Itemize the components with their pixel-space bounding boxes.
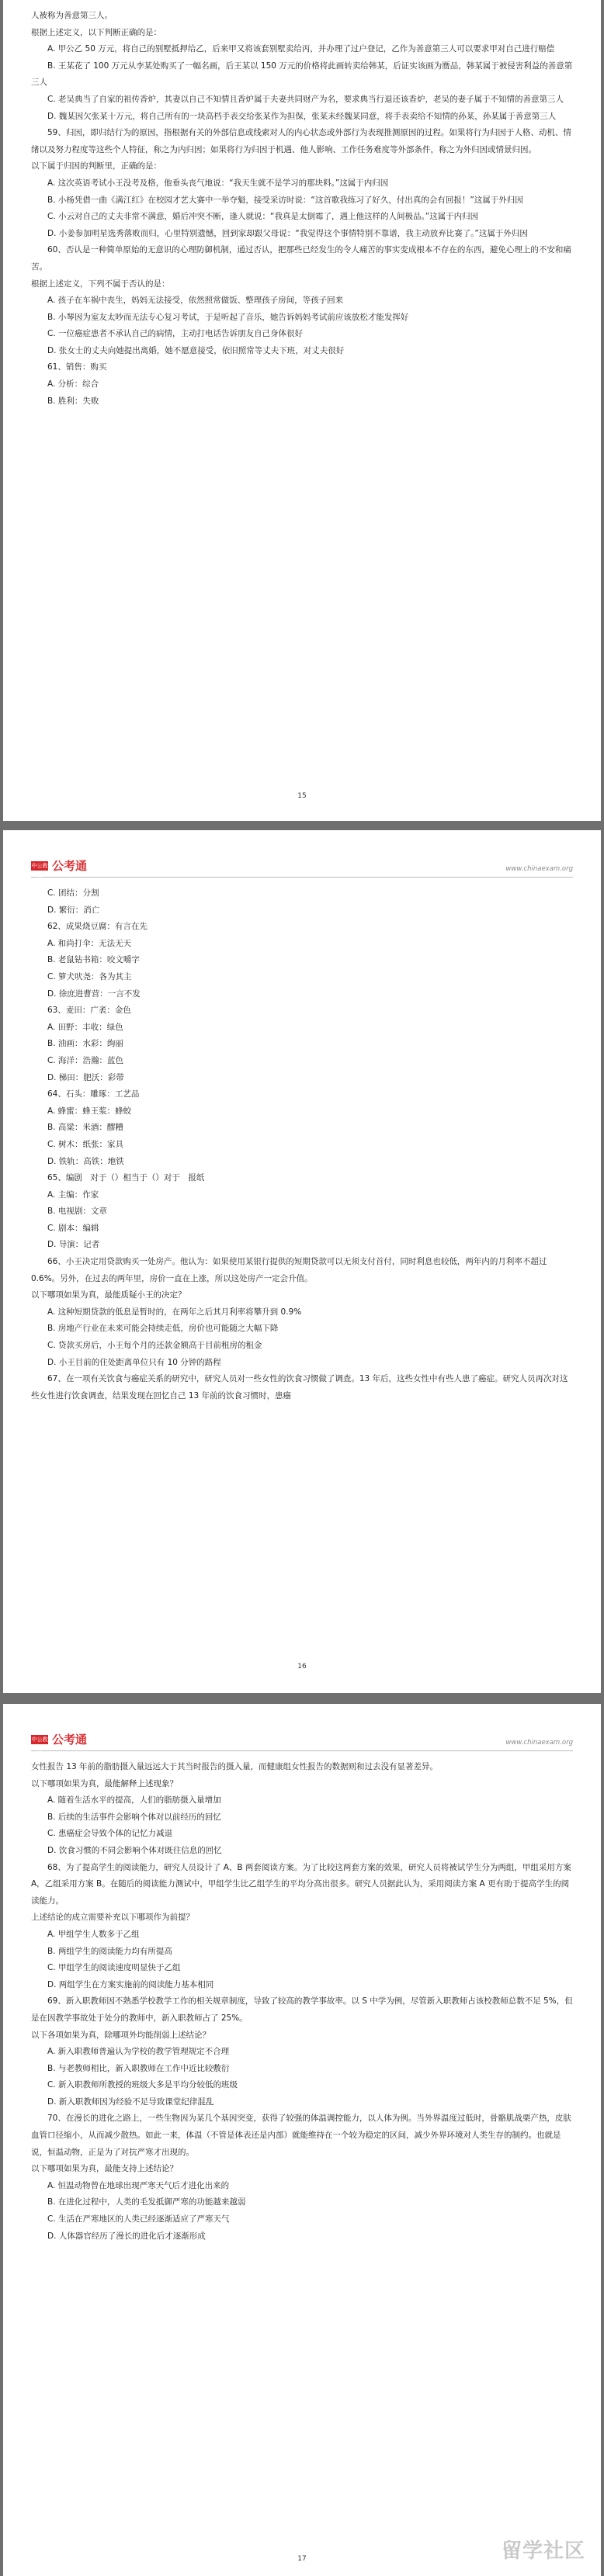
paragraph: 67、在一项有关饮食与癌症关系的研究中，研究人员对一些女性的饮食习惯做了调查。13 年后，这些女性中有些人患了癌症。研究人员再次对这些女性进行饮食调查，结果发现在回忆自己 13 年前的饮食习惯时，患癌 <box>31 1374 568 1401</box>
paragraph: 60、否认是一种简单原始的无意识的心理防御机制，通过否认，把那些已经发生的令人痛苦的事实变成根本不存在的东西，避免心理上的不安和痛苦。 <box>31 245 571 272</box>
paragraph: A. 新入职教师普遍认为学校的教学管理规定不合理 <box>47 2047 230 2057</box>
logo-text: 公考通 <box>52 1733 88 1747</box>
paragraph: A. 和尚打伞：无法无天 <box>47 938 132 948</box>
paragraph: C. 一位癌症患者不承认自己的病情，主动打电话告诉朋友自己身体很好 <box>47 329 304 339</box>
logo-text: 公考通 <box>52 859 88 873</box>
paragraph: 68、为了提高学生的阅读能力，研究人员设计了 A、B 两套阅读方案。为了比较这两套方案的效果，研究人员将被试学生分为两组，甲组采用方案 A，乙组采用方案 B。在随后的阅读能力测试中，甲组学生比乙组学生的平均分高出很多。研究人员据此认为，采用阅读方案 A 更有助于提高学生的阅读能力。 <box>31 1862 571 1906</box>
brand-logo <box>31 1733 88 1752</box>
brand-logo <box>31 859 88 878</box>
paragraph: B. 电视剧：文章 <box>47 1207 107 1217</box>
paragraph: B. 房地产行业在未来可能会持续走低，房价也可能随之大幅下降 <box>47 1324 279 1334</box>
logo-badge-icon: 中公教育 <box>31 863 48 878</box>
document-page-16 <box>3 830 601 1693</box>
paragraph: 以下哪项如果为真，最能质疑小王的决定？ <box>31 1290 186 1300</box>
paragraph: B. 后续的生活事件会影响个体对以前经历的回忆 <box>47 1812 221 1822</box>
paragraph: 70、在漫长的进化之路上，一些生物因为某几个基因突变，获得了较强的体温调控能力，以人体为例。当外界温度过低时，骨骼肌战栗产热，皮肤血管口径缩小，从而减少散热。如此一来，体温（不管是体表还是内部）就能维持在一个较为稳定的区间，减少外界环境对人类生存的制约。也就是说，恒温动物，正是为了对抗严寒才出现的。 <box>31 2114 571 2157</box>
paragraph: B. 王某花了 100 万元从李某处购买了一幅名画，后王某以 150 万元的价格将此画转卖给韩某，后证实该画为赝品，韩某属于被侵害利益的善意第三人 <box>31 61 573 88</box>
paragraph: 人被称为善意第三人。 <box>31 11 113 20</box>
paragraph: B. 小琴因为室友太吵而无法专心复习考试，于是听起了音乐，她告诉妈妈考试前应该放松才能发挥好 <box>47 312 409 322</box>
paragraph: B. 油画：水彩：绚丽 <box>47 1039 123 1049</box>
paragraph: B. 与老教师相比，新入职教师在工作中近比较敷衍 <box>47 2063 230 2073</box>
paragraph: C. 甲组学生的阅读速度明显快于乙组 <box>47 1963 181 1973</box>
paragraph: 63、麦田：广袤：金色 <box>47 1006 131 1016</box>
paragraph: D. 繁衍：消亡 <box>47 905 100 915</box>
paragraph: 66、小王决定用贷款购买一处房产。他认为：如果使用某银行提供的短期贷款可以无须支付首付，同时利息也较低，两年内的月利率不超过 0.6%。另外，在过去的两年里，房价一直在上涨，所以这处房产一定会升值。 <box>31 1257 547 1283</box>
paragraph: D. 铁轨：高铁：地铁 <box>47 1156 124 1166</box>
page-header <box>31 1704 573 1751</box>
page-content <box>31 885 573 1404</box>
paragraph: D. 小姜参加明星选秀落败而归，心里特别遗憾，回到家却跟父母说：“我觉得这个事情特别不靠谱，我主动放弃比赛了。”这属于外归因 <box>47 228 528 238</box>
paragraph: 上述结论的成立需要补充以下哪项作为前提？ <box>31 1913 194 1923</box>
paragraph: C. 老吴典当了自家的祖传香炉，其妻以自己不知情且香炉属于夫妻共同财产为名，要求典当行退还该香炉，老吴的妻子属于不知情的善意第三人 <box>47 94 564 104</box>
paragraph: D. 徐庶进曹营：一言不发 <box>47 989 141 999</box>
paragraph: C. 小云对自己的丈夫非常不满意，婚后冲突不断，逢人就说：“我真是太倒霉了，遇上他这样的人间极品。”这属于内归因 <box>47 212 479 222</box>
paragraph: B. 高粱：米酒：醪糟 <box>47 1123 123 1133</box>
paragraph: 以下属于归因的判断里，正确的是： <box>31 161 161 171</box>
paragraph: 以下各项如果为真，除哪项外均能削弱上述结论？ <box>31 2030 210 2040</box>
paragraph: D. 魏某因欠张某十万元，将自己所有的一块高档手表交给张某作为担保，张某未经魏某同意，将手表卖给不知情的孙某，孙某属于善意第三人 <box>47 111 557 121</box>
paragraph: D. 梯田：肥沃：彩带 <box>47 1072 124 1082</box>
paragraph: C. 海洋：浩瀚：蓝色 <box>47 1055 124 1065</box>
paragraph: B. 胜利：失败 <box>47 396 99 406</box>
paragraph: D. 小王目前的住处距离单位只有 10 分钟的路程 <box>47 1357 221 1367</box>
paragraph: C. 患癌症会导致个体的记忆力减退 <box>47 1829 173 1839</box>
paragraph: C. 箩犬吠尧：各为其主 <box>47 971 132 982</box>
paragraph: A. 甲组学生人数多于乙组 <box>47 1929 140 1939</box>
paragraph: 以下哪项如果为真，最能解释上述现象？ <box>31 1778 178 1788</box>
paragraph: 65、编剧 对于（）相当于（）对于 报纸 <box>47 1173 205 1183</box>
paragraph: A. 这种短期贷款的低息是暂时的，在两年之后其月利率将攀升到 0.9% <box>47 1307 302 1317</box>
paragraph: D. 两组学生在方案实施前的阅读能力基本相同 <box>47 1979 214 1989</box>
paragraph: 根据上述定义，以下判断正确的是： <box>31 27 161 37</box>
paragraph: 69、新入职教师因不熟悉学校教学工作的相关规章制度，导致了较高的教学事故率。以 S 中学为例，尽管新入职教师占该校教师总数不足 5%，但是在因教学事故处于处分的教师中，新入职教师占了 25%。 <box>31 1996 573 2023</box>
paragraph: B. 两组学生的阅读能力均有所提高 <box>47 1946 172 1956</box>
paragraph: D. 人体器官经历了漫长的进化后才逐渐形成 <box>47 2231 206 2241</box>
paragraph: C. 贷款买房后，小王每个月的还款金额高于目前租房的租金 <box>47 1341 262 1351</box>
paragraph: C. 团结：分割 <box>47 888 99 898</box>
document-page-15 <box>3 0 601 821</box>
paragraph: 64、石头：雕琢：工艺品 <box>47 1089 140 1099</box>
paragraph: 59、归因，即归结行为的原因，指根据有关的外部信息或线索对人的内心状态或外部行为表现推测原因的过程。如果将行为归因于人格、动机、情绪以及努力程度等这些个人特征，称之为内归因；如果将行为归因于机遇、他人影响、工作任务难度等外部条件，称之为外归因或情景归因。 <box>31 128 571 154</box>
paragraph: C. 剧本：编辑 <box>47 1223 99 1233</box>
paragraph: 以下哪项如果为真，最能支持上述结论？ <box>31 2164 178 2174</box>
document-page-17 <box>3 1704 601 2576</box>
page-number: 17 <box>297 2555 307 2563</box>
paragraph: B. 老鼠钻书箱：咬文嚼字 <box>47 955 140 965</box>
paragraph: C. 树木：纸张：家具 <box>47 1139 124 1149</box>
paragraph: A. 甲公乙 50 万元，将自己的别墅抵押给乙，后来甲又将该套别墅卖给丙，并办理了过户登记，乙作为善意第三人可以要求甲对自己进行赔偿 <box>47 44 555 54</box>
paragraph: 女性报告 13 年前的脂肪摄入量远远大于其当时报告的摄入量，而健康组女性报告的数据则和过去没有显著差异。 <box>31 1762 439 1771</box>
paragraph: B. 小杨凭借一曲《满江红》在校园才艺大赛中一举夺魁，接受采访时说：“这首歌我练习了好久，付出真的会有回报！”这属于外归因 <box>47 195 523 205</box>
paragraph: C. 生活在严寒地区的人类已经逐渐适应了严寒天气 <box>47 2214 230 2225</box>
watermark: 留学社区 <box>501 2540 585 2564</box>
paragraph: A. 主编：作家 <box>47 1189 99 1200</box>
paragraph: D. 导演：记者 <box>47 1240 100 1250</box>
site-url: www.chinaexam.org <box>505 1739 573 1747</box>
site-url: www.chinaexam.org <box>505 865 573 873</box>
page-content <box>31 1759 573 2245</box>
paragraph: B. 在进化过程中，人类的毛发抵御严寒的功能越来越弱 <box>47 2197 246 2207</box>
page-content <box>31 8 573 410</box>
logo-badge-icon: 中公教育 <box>31 1736 48 1752</box>
paragraph: A. 恒温动物曾在地球出现严寒天气后才进化出来的 <box>47 2180 230 2190</box>
paragraph: D. 张女士的丈夫向她提出离婚，她不愿意接受，依旧照常等丈夫下班，对丈夫很好 <box>47 345 345 355</box>
page-number: 15 <box>297 792 307 800</box>
paragraph: A. 分析：综合 <box>47 379 99 390</box>
paragraph: 62、成果烧豆腐：有言在先 <box>47 922 148 932</box>
paragraph: C. 新入职教师所教授的班级大多是平均分较低的班级 <box>47 2080 238 2090</box>
paragraph: A. 蜂蜜：蜂王浆：蜂蛟 <box>47 1106 132 1116</box>
paragraph: A. 随着生活水平的提高，人们的脂肪摄入量增加 <box>47 1795 221 1806</box>
paragraph: A. 这次英语考试小王没考及格，他垂头丧气地说：“我天生就不是学习的那块料。”这属于内归因 <box>47 178 389 188</box>
paragraph: D. 饮食习惯的不同会影响个体对既往信息的回忆 <box>47 1845 222 1855</box>
paragraph: A. 孩子在车祸中丧生，妈妈无法接受，依然照常做饭、整理孩子房间，等孩子回来 <box>47 296 344 306</box>
page-header <box>31 830 573 878</box>
paragraph: D. 新入职教师因为经验不足导致课堂纪律混乱 <box>47 2096 214 2107</box>
paragraph: 根据上述定义，下列不属于否认的是： <box>31 279 170 289</box>
page-number: 16 <box>297 1663 307 1671</box>
paragraph: 61、销售：购买 <box>47 362 107 372</box>
paragraph: A. 田野：丰收：绿色 <box>47 1022 123 1032</box>
